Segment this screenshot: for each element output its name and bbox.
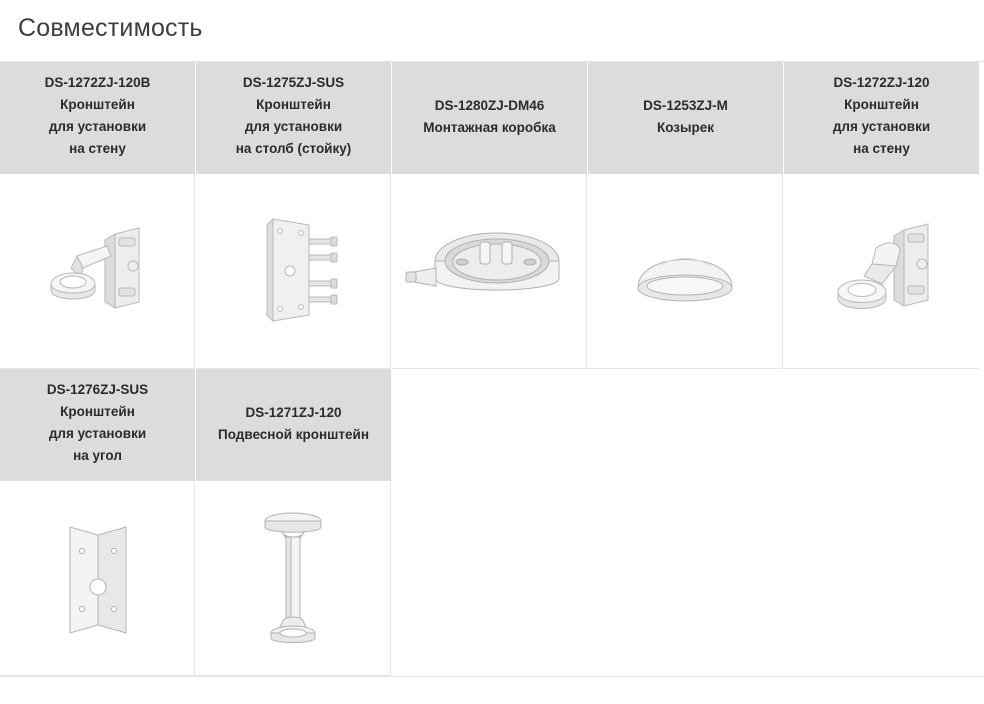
accessory-cell-3 xyxy=(588,62,784,174)
accessory-code-2: DS-1280ZJ-DM46 xyxy=(434,98,545,114)
compatibility-page xyxy=(0,14,984,704)
accessory-image-cell-0 xyxy=(0,174,196,369)
accessory-header-row-1 xyxy=(0,62,984,174)
accessory-label-0 xyxy=(0,62,195,174)
accessory-desc-line-6-0: Подвесной кронштейн xyxy=(218,427,369,442)
accessory-cell-empty-2 xyxy=(588,369,784,481)
pole-mount-bracket-icon xyxy=(196,174,391,369)
corner-mount-bracket-icon xyxy=(0,481,195,676)
accessory-header-row-2 xyxy=(0,369,984,481)
accessory-cell-empty-1 xyxy=(392,369,588,481)
accessory-desc-line-0-1: для установки xyxy=(48,118,147,134)
accessory-image-cell-3 xyxy=(588,174,784,369)
accessory-code-0: DS-1272ZJ-120B xyxy=(44,75,151,90)
accessory-label-4 xyxy=(784,62,979,174)
accessory-cell-1 xyxy=(196,62,392,174)
accessory-image-row-1 xyxy=(0,174,984,369)
accessory-code-5: DS-1276ZJ-SUS xyxy=(46,382,149,397)
accessory-code-4: DS-1272ZJ-120 xyxy=(833,75,930,90)
accessory-cell-0 xyxy=(0,62,196,174)
accessory-cell-2 xyxy=(392,62,588,174)
accessory-label-3 xyxy=(588,62,783,174)
accessory-image-cell-5 xyxy=(0,481,196,676)
accessory-desc-line-4-2: на стену xyxy=(853,140,910,156)
accessory-image-cell-2 xyxy=(392,174,588,369)
accessory-image-cell-empty-3 xyxy=(784,481,980,676)
accessory-code-6: DS-1271ZJ-120 xyxy=(245,405,342,421)
accessory-image-cell-empty-1 xyxy=(392,481,588,676)
accessory-label-1 xyxy=(196,62,391,174)
accessory-cell-5 xyxy=(0,369,196,481)
accessory-label-6 xyxy=(196,369,391,481)
accessory-desc-line-1-1: для установки xyxy=(244,118,343,134)
accessory-label-2 xyxy=(392,62,587,174)
accessory-image-cell-6 xyxy=(196,481,392,676)
accessory-image-cell-1 xyxy=(196,174,392,369)
accessory-image-cell-4 xyxy=(784,174,980,369)
compatibility-grid xyxy=(0,61,984,677)
accessory-desc-line-2-0: Монтажная коробка xyxy=(423,120,556,135)
accessory-cell-4 xyxy=(784,62,980,174)
accessory-desc-line-3-0: Козырек xyxy=(656,120,715,135)
accessory-desc-line-5-1: для установки xyxy=(48,425,147,441)
accessory-desc-line-0-2: на стену xyxy=(69,140,126,156)
junction-box-icon xyxy=(392,174,587,369)
accessory-code-3: DS-1253ZJ-M xyxy=(643,98,728,114)
wall-mount-bracket-icon xyxy=(0,174,195,369)
accessory-desc-line-5-0: Кронштейн xyxy=(60,403,135,419)
accessory-desc-line-4-0: Кронштейн xyxy=(844,96,919,112)
accessory-desc-line-1-0: Кронштейн xyxy=(256,96,331,112)
pendant-mount-bracket-icon xyxy=(196,481,391,676)
accessory-cell-empty-3 xyxy=(784,369,980,481)
page-title: Совместимость xyxy=(18,14,203,42)
accessory-label-5 xyxy=(0,369,195,481)
accessory-cell-6 xyxy=(196,369,392,481)
wall-mount-bracket-icon xyxy=(784,174,979,369)
accessory-desc-line-5-2: на угол xyxy=(73,447,122,463)
accessory-image-row-2 xyxy=(0,481,984,676)
accessory-code-1: DS-1275ZJ-SUS xyxy=(242,75,345,90)
accessory-image-cell-empty-2 xyxy=(588,481,784,676)
accessory-desc-line-4-1: для установки xyxy=(832,118,931,134)
accessory-desc-line-0-0: Кронштейн xyxy=(60,96,135,112)
accessory-desc-line-1-2: на столб (стойку) xyxy=(235,140,352,156)
sun-shield-icon xyxy=(588,174,783,369)
